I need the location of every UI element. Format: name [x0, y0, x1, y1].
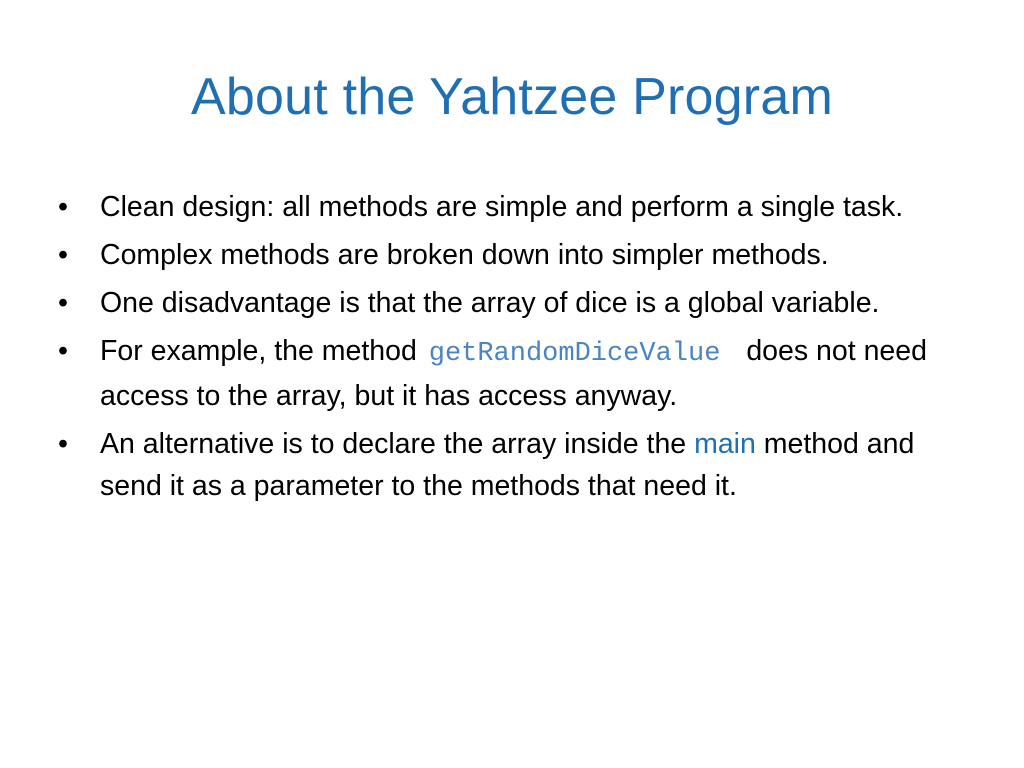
bullet-text: Complex methods are broken down into simpler methods. [100, 239, 829, 271]
bullet-text: Clean design: all methods are simple and perform a single task. [100, 191, 904, 223]
bullet-text-before-code: For example, the method [100, 335, 417, 367]
bullet-item [56, 330, 956, 417]
bullet-dot-icon: • [58, 335, 68, 367]
bullet-dot-icon: • [58, 239, 68, 271]
bullet-dot-icon: • [58, 428, 68, 460]
bullet-dot-icon: • [58, 287, 68, 319]
bullet-item [56, 186, 956, 228]
bullet-text-after-code: does not need access to the array, but it has access anyway. [100, 335, 927, 412]
slide-title: About the Yahtzee Program [191, 68, 833, 126]
code-method-name: getRandomDiceValue [428, 339, 721, 369]
bullet-item [56, 234, 956, 276]
bullet-dot-icon: • [58, 191, 68, 223]
bullet-item [56, 423, 956, 507]
keyword-main: main [694, 428, 756, 460]
bullet-text-after-keyword: method and send it as a parameter to the methods that need it. [100, 428, 915, 502]
bullet-item [56, 282, 956, 324]
bullet-text: One disadvantage is that the array of dice is a global variable. [100, 287, 880, 319]
bullet-list [56, 186, 956, 513]
bullet-text-before-keyword: An alternative is to declare the array inside the [100, 428, 687, 460]
